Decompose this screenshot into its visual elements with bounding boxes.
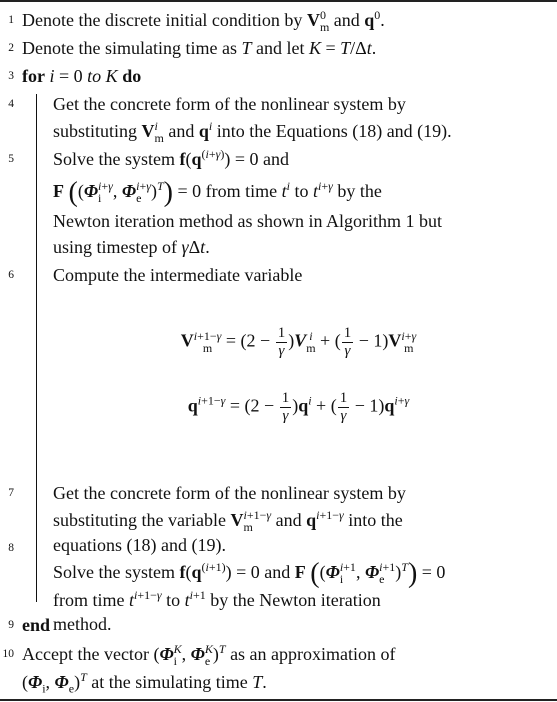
algo-line-8a: Solve the system $f(q^{(i+1)}) = 0$ and F ((Φ i+1 i , Φ i+1 e )$^T$) = 0	[53, 558, 446, 589]
line8-text-a: Solve the system	[53, 562, 175, 582]
algo-line-5c	[53, 209, 553, 233]
line-number-10: 10	[2, 648, 14, 660]
equation-v-intermediate: V i+1−γ m = (2 − $\frac{1}{\gamma}$ )V i m + ( $\frac{1}{\gamma}$ − 1)V i+γ m	[180, 325, 417, 359]
algo-line-2: Denote the simulating time as T and let K = T/Δt.	[22, 38, 377, 58]
algo-line-6	[53, 263, 553, 287]
line7-text-e: equations (18) and (19).	[53, 535, 226, 555]
line5-text-b: and	[263, 149, 290, 169]
line-number-1: 1	[8, 14, 14, 26]
algo-line-5b: F ((Φ i+γ i , Φ i+γ e )$^T$) = 0 from time $t^i$ to $t^{i+\gamma}$ by the	[53, 177, 382, 208]
algo-line-10a: Accept the vector (Φ K i , Φ K e )$^T$ as an approximation of	[22, 642, 396, 668]
line4-text-d: into the Equations (18) and (19).	[216, 121, 452, 141]
for-keyword: for	[22, 66, 45, 86]
algo-line-7b: substituting the variable V i+1−γ m and $q^{i+1-\gamma}$ into the	[53, 508, 403, 534]
line-number-7: 7	[8, 487, 14, 499]
algo-line-4a	[53, 92, 553, 116]
end-keyword: end	[22, 615, 51, 635]
line4-text-b: substituting	[53, 121, 138, 141]
line7-text-a: Get the concrete form of the nonlinear system by	[53, 483, 406, 503]
line8-text-c: from time	[53, 590, 125, 610]
line1-and: and	[333, 10, 360, 30]
do-keyword: do	[122, 66, 142, 86]
algo-line-7c	[53, 533, 553, 557]
line10-text-c: at the simulating time	[91, 672, 248, 692]
line-number-4: 4	[8, 98, 14, 110]
algo-line-9	[22, 613, 553, 637]
bottom-rule	[0, 699, 557, 701]
line4-text-a: Get the concrete form of the nonlinear system by	[53, 94, 406, 114]
algo-line-3: for i = 0 to K do	[22, 66, 142, 86]
algo-line-4b: substituting V i m and $q^i$ into the Equations (18) and (19).	[53, 119, 452, 145]
line7-text-b: substituting the variable	[53, 510, 226, 530]
algo-line-8b: from time $t^{i+1-\gamma}$ to $t^{i+1}$ by the Newton iteration	[53, 588, 381, 610]
equation-q-intermediate: $q^{i+1-\gamma} = (2$ − $\frac{1}{\gamma}$ )$q^i$ + ( $\frac{1}{\gamma}$ − $1)q^{i+\gamma}$	[187, 390, 410, 424]
line-number-6: 6	[8, 269, 14, 281]
algo-line-10b: ($\Phi_i$, $\Phi_e)^T$ at the simulating time T.	[22, 670, 267, 696]
line-number-9: 9	[8, 619, 14, 631]
algo-line-1: Denote the discrete initial condition by V 0 m and $q^0$.	[22, 8, 385, 34]
line5-text-c: from time	[205, 181, 278, 201]
algo-line-7a	[53, 481, 553, 505]
line-number-3: 3	[8, 70, 14, 82]
line10-text-b: as an approximation of	[230, 644, 396, 664]
line2-text: Denote the simulating time as	[22, 38, 237, 58]
line2-let: and let	[255, 38, 305, 58]
algo-line-5d: using timestep of γΔt.	[53, 237, 210, 257]
line-number-8: 8	[8, 542, 14, 554]
line5-text-a: Solve the system	[53, 149, 175, 169]
line8-text-d: to	[166, 590, 181, 610]
to-keyword: to	[87, 66, 102, 86]
line5-text-e: by the	[337, 181, 382, 201]
line10-text-a: Accept the vector	[22, 644, 149, 664]
line5-text-d: to	[294, 181, 309, 201]
algo-line-5a: Solve the system $f(q^{(i+\gamma)}) = 0$ and	[53, 147, 290, 169]
line8-text-e: by the Newton iteration	[210, 590, 381, 610]
line7-text-d: into the	[348, 510, 403, 530]
line5-text-f: Newton iteration method as shown in Algorithm 1 but	[53, 211, 442, 231]
line5-text-g: using timestep of	[53, 237, 177, 257]
line8-text-f: method.	[53, 614, 112, 634]
top-rule	[0, 0, 557, 2]
line6-text: Compute the intermediate variable	[53, 265, 303, 285]
line8-text-b: and	[264, 562, 291, 582]
line-number-2: 2	[8, 42, 14, 54]
line-number-5: 5	[8, 153, 14, 165]
line7-text-c: and	[275, 510, 302, 530]
line4-text-c: and	[168, 121, 195, 141]
line1-text: Denote the discrete initial condition by	[22, 10, 303, 30]
